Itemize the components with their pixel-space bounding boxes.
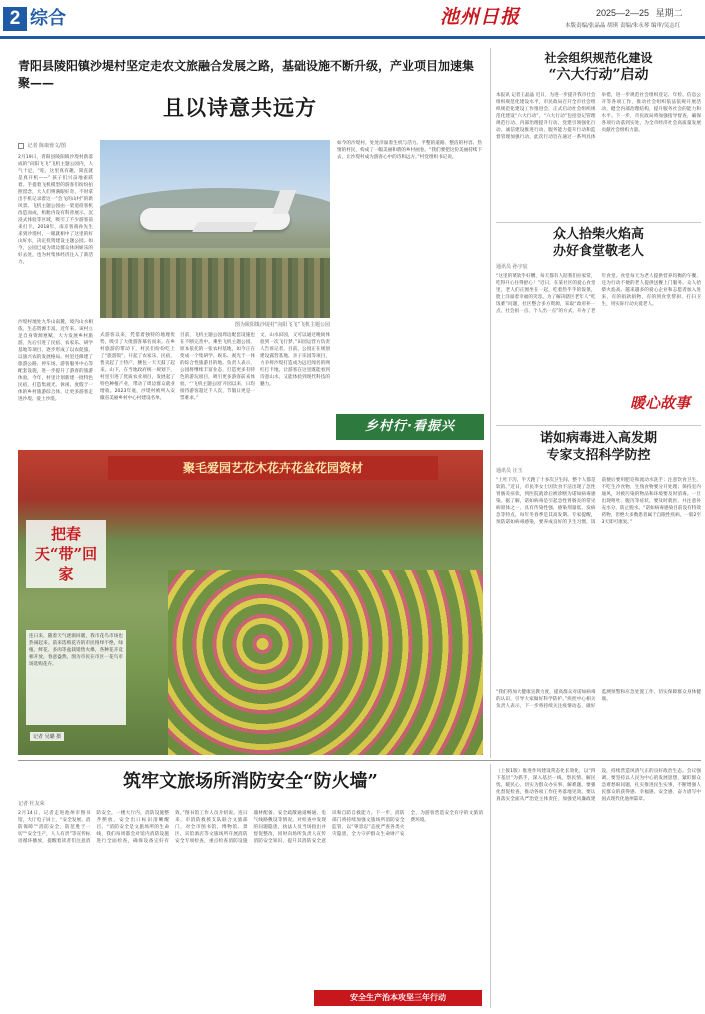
masthead bbox=[0, 0, 705, 44]
right-column-divider bbox=[490, 48, 491, 758]
bottom-story bbox=[18, 764, 701, 1010]
top-story-col3: 式游客以来，凭借着独特的地理优势，吸引了大批游客慕名而来。在乡村旅游的带动下，村民们纷纷吃上了“旅游饭”，开起了农家乐、民宿，售卖起了土特产，腰包一天天鼓了起来。山下，在当地政府统一规划下，村里引进了优质农业项目，发展起了特色种植产业，带动了周边群众就业增收。2023年底，沙堤村被列入安徽省美丽乡村中心村建设名单。 bbox=[100, 333, 175, 401]
story-norovirus-byline: 通讯员 汪玉 bbox=[496, 468, 523, 474]
divider-a bbox=[496, 222, 701, 223]
rural-banner: 乡村行·看振兴 bbox=[336, 414, 484, 440]
flower-pots bbox=[168, 570, 483, 755]
page-number-badge: 2 bbox=[3, 7, 27, 31]
photo-airplane-wing bbox=[192, 222, 258, 232]
section-title: 综合 bbox=[30, 8, 66, 29]
story-elder-canteen-body: “这里的菜软乎好嚼，每天都有人陪我们拉家常，吃得开心住得舒心！”近日，在某社区的爱心食堂里，老人们正围坐在一起，吃着热乎乎的饭菜，脸上洋溢着幸福的笑容。为了解决辖区老年人“吃饭难”问题，社区整合多方资源，采取“政府补一点、社会捐一点、个人出一点”的方式，开办了老年食堂。食堂每天为老人提供营养均衡的午餐，还为行动不便的老人提供送餐上门服务。众人拾柴火焰高。越来越多的爱心企业和志愿者加入进来，有的捐款捐物，有的到食堂帮厨、打扫卫生，用实际行动关爱老人。 bbox=[496, 274, 701, 314]
story-norovirus bbox=[496, 430, 701, 758]
flower-byline: 记者 吴璐 摄 bbox=[30, 732, 64, 741]
byline-icon bbox=[18, 143, 24, 149]
bottom-col-divider bbox=[490, 764, 491, 1008]
photo-trees bbox=[100, 258, 330, 318]
bottom-story-byline: 记者 杜友荣 bbox=[18, 801, 45, 807]
masthead-rule bbox=[0, 36, 705, 39]
editors-line: 本版责编/张晶晶 胡琪 责编/朱永琴 编审/吴志红 bbox=[565, 23, 681, 29]
shop-sign: 聚毛爱园艺花木花卉花盆花园资材 bbox=[108, 456, 438, 480]
story-social-org bbox=[496, 50, 701, 220]
story-norovirus-headline1: 诺如病毒进入高发期 bbox=[539, 431, 657, 446]
story-norovirus-body2: “我们将加大健康宣教力度，提高群众对诺如病毒的认识，引导大家做好科学防护。”疾控中心相关负责人表示，下一步将持续关注疫情动态，做好监测预警和应急处置工作，切实保障群众身体健康。 bbox=[496, 690, 701, 709]
top-story-col5: 文，山水田园，又可以通过晚间体验到一次飞行梦。”田园运营方负责人告诉记者，目前，公园正在规划建设露营基地、亲子乐园等项目，力争将沙堤打造成为远近闻名的网红打卡地，让游客在这里既能看到诗意山水，又能体验到现代科技的魅力。 bbox=[260, 333, 330, 387]
flower-title: 把春天“带”回家 bbox=[26, 520, 106, 588]
safety-banner: 安全生产治本攻坚三年行动 bbox=[314, 990, 482, 1006]
story-norovirus-headline2: 专家支招科学防控 bbox=[546, 448, 651, 463]
bottom-story-headline: 筑牢文旅场所消防安全“防火墙” bbox=[123, 771, 378, 792]
top-story-col1: 2月19日，青阳县陵阳镇沙堤村新落成的“向阳飞飞”飞机主题公园内，人气十足，“哇，这里真有趣，简直就是真开机——” 孩子们兴奋地雀跃着。手提着飞机模型的游客们纷纷拍照留念，大人们则满眼好奇，不时拿出手机记录着这一“会飞的山村”的新风景。飞机主题公园由一架退役客机改造而成，机舱内设有科普展示、沉浸式体验等区域，吸引了不少游客前来打卡。2018年，南京客商孙先生来到沙堤村，一眼就相中了这里的好山好水，决定投资建设主题公园。如今，公园已成为周边群众休闲娱乐的好去处，也为村集体经济注入了新活力。 bbox=[18, 155, 93, 265]
story-social-org-headline1: 社会组织规范化建设 bbox=[544, 51, 653, 65]
divider-b bbox=[496, 425, 701, 426]
top-story-subheadline: 且以诗意共远方 bbox=[163, 95, 317, 120]
story-elder-canteen-headline2: 办好食堂敬老人 bbox=[552, 244, 644, 259]
story-elder-canteen-byline: 通讯员 孙宇宸 bbox=[496, 264, 528, 270]
top-story-col2: 沙堤村地处九华山南麓，境内山水相依，生态资源丰富。近年来，该村立足自身资源禀赋，大力发展乡村旅游，先后引进了民宿、农家乐、研学基地等项目，逐步形成了以农促旅、以旅兴农的发展格局。村里还修建了旅游公路、停车场、游客服务中心等配套设施，进一步提升了游客的旅游体验。今年，村里计划新建一批特色民宿，打造集观光、休闲、度假于一体的乡村旅游综合体，让更多游客走进沙堤、爱上沙堤。 bbox=[18, 320, 93, 402]
story-social-org-headline2: “六大行动”启动 bbox=[548, 67, 649, 83]
story-social-org-body: 本报讯 记者王晶晶 近日，为进一步提升我市社会组织规范化建设水平，市民政局召开全市社会组织规范化建设工作推进会，正式启动社会组织规范化建设“六大行动”。“六大行动”包括登记管理规范行动、内部治理提升行动、党建引领强化行动、诚信建设推进行动、服务能力提升行动和监督管理加强行动。此次行动旨在通过一系列具体举措，进一步规范社会组织登记、年检、信息公开等各项工作，推动社会组织依法依规开展活动，健全内部治理结构，提升服务社会的能力和水平。下一步，市民政局将加强指导督查，确保各项行动落到实处，为全市经济社会高质量发展贡献社会组织力量。 bbox=[496, 93, 701, 140]
top-story-byline: 记者 陈康蓉文/图 bbox=[18, 142, 93, 149]
story-elder-canteen-headline1: 众人拾柴火焰高 bbox=[552, 227, 644, 242]
issue-date bbox=[596, 6, 683, 19]
top-story-col4: 目前，飞机主题公园周边配套设施也在不断完善中。乘坐飞机主题公园，原本依托的一张农村基地，如今正在变成一个集研学、娱乐、观光于一体的综合性旅游目的地。负责人表示，公园将继续丰富业态，打造更多有特色的游玩项目，吸引更多游客前来体验。“‘飞机主题公园’开园以来，日均接待游客超过千人次，节假日更是一票难求。” bbox=[180, 333, 255, 401]
story-norovirus-body: “上吐下泻，半天跑了十多次卫生间，整个人都是软的。”近日，市民李女士因饮食不洁出现了急性胃肠炎症状，到医院就诊后被诊断为诺如病毒感染。据了解，诺如病毒是引起急性胃肠炎的常见病原体之一，具有传染性强、感染剂量低、发病急等特点，每年冬春季是其高发期。专家提醒，预防诺如病毒感染，要养成良好的卫生习惯，饭前便后要用肥皂和流动水洗手；注意饮食卫生，不吃生冷食物，生熟食物要分开处理；保持室内通风，对被污染的物品和环境要及时消毒。一旦出现呕吐、腹泻等症状，要及时就医，并注意补充水分，防止脱水。“诺如病毒感染目前没有特效药物，但绝大多数患者属于自限性疾病，一般2至3天即可康复。” bbox=[496, 478, 701, 525]
top-story-col6: 如今的沙堤村，处处洋溢着生机与活力。平整的道路、整洁的村容、热情的村民，构成了一幅美丽和谐的乡村画卷。“我们要把这份美丽持续下去，让沙堤村成为游客心中的诗和远方。”村党组织书记说。 bbox=[337, 141, 482, 160]
top-story-photo bbox=[100, 140, 330, 318]
bottom-right-body: （上接1版）推进作风建设常态化长效化，以“四下基层”为抓手，深入基层一线，察民情、解民忧、暖民心，切实为群众办实事、解难题。要强化督促检查，推动各项工作任务落地见效。要认真落实全面从严治党主体责任，加强党风廉政建设，持续营造风清气正的良好政治生态。会议强调，要坚持以人民为中心的发展思想，紧盯群众急难愁盼问题，扎实推进民生实事，不断增强人民群众的获得感、幸福感、安全感，奋力谱写中国式现代化池州篇章。 bbox=[496, 769, 701, 802]
flower-caption: 连日来，随着天气逐渐回暖，我市花鸟市场也热闹起来。前来选购花卉的市民络绎不绝，绿植、鲜花、多肉等盆栽销售火爆，各种花卉竞相开放，春意盎然。图为市民在市区一花鸟市场选购花卉。 bbox=[26, 630, 126, 725]
warm-story-stamp: 暖心故事 bbox=[629, 394, 690, 412]
photo-caption: 图为陵阳镇沙堤村“向阳飞飞”飞机主题公园 bbox=[234, 322, 330, 328]
top-story-headline: 青阳县陵阳镇沙堤村坚定走农文旅融合发展之路，基础设施不断升级，产业项目加速集聚—— bbox=[18, 59, 475, 90]
bottom-story-body: 2月14日，记者走进池州市图书馆，大厅电子屏上，“安全发展、消防保障”“消防安全，防范胜于一切”“安全生产，人人有责”等宣传标语循环播放，提醒着读者们注意消防安全。一楼大厅内，消防设施整齐摆放，安全出口标识清晰醒目。“消防安全是文旅场所的生命线，我们每周都会对馆内消防设施进行全面检查，确保设备完好有效。”图书馆工作人员介绍说。连日来，市消防救援支队联合文旅部门，对全市图书馆、博物馆、景区、宾馆酒店等文旅场所开展消防安全专项检查，重点检查消防设施器材配备、安全疏散通道畅通、电气线路敷设等情况。对检查中发现的问题隐患，执法人员当场指出并督促整改，同时向场所负责人宣传消防安全知识，提升其消防安全意识和自防自救能力。下一步，消防部门将持续加强文旅场所消防安全监管，以“零容忍”态度严查各类火灾隐患，全力守护群众生命财产安全，为游客营造安全有序的文旅消费环境。 bbox=[18, 811, 483, 844]
date-text: 2025—2—25 bbox=[596, 8, 650, 18]
bottom-divider bbox=[18, 760, 701, 761]
weekday-text: 星期二 bbox=[655, 8, 683, 18]
flower-photo bbox=[18, 450, 483, 755]
logo: 池州日报 bbox=[440, 6, 521, 28]
